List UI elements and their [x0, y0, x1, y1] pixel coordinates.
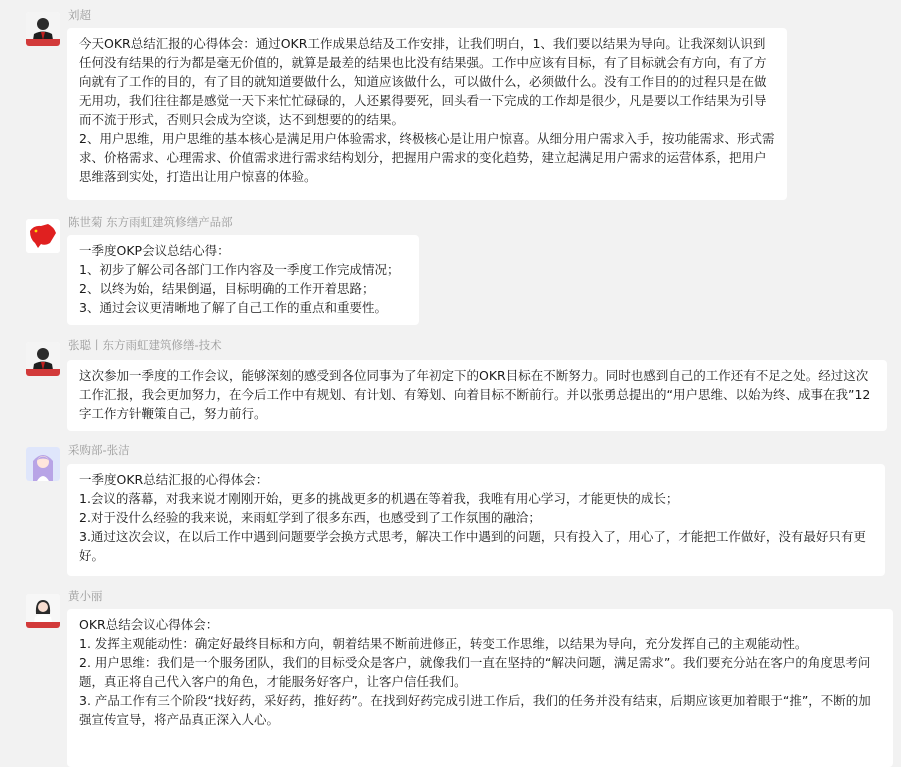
sender-name: 黄小丽: [68, 589, 103, 603]
sender-name: 陈世菊 东方雨虹建筑修缮产品部: [68, 215, 233, 229]
avatar[interactable]: [26, 342, 60, 376]
china-flag-icon: [26, 219, 60, 253]
sender-name: 刘超: [68, 8, 91, 22]
avatar[interactable]: [26, 447, 60, 481]
person-photo-icon: [26, 342, 60, 376]
anime-girl-icon: [26, 447, 60, 481]
message-bubble[interactable]: OKR总结会议心得体会： 1. 发挥主观能动性：确定好最终目标和方向，朝着结果不断前进修正，转变工作思维，以结果为导向，充分发挥自己的主观能动性。 2. 用户思维：我们是一个服务团队，我们的目标受众是客户，就像我们一直在坚持的“解决问题，满足需求”。我们要充分站在客户的角度思考问题，真正将自己代入客户的角色，才能服务好客户，让客户信任我们。 3. 产品工作有三个阶段“找好药，采好药，推好药”。在找到好药完成引进工作后，我们的任务并没有结束，后期应该更加着眼于“推”，不断的加强宣传宣导，将产品真正深入人心。: [67, 609, 893, 767]
avatar[interactable]: [26, 12, 60, 46]
avatar[interactable]: [26, 594, 60, 628]
avatar[interactable]: [26, 219, 60, 253]
message-bubble[interactable]: 一季度OKP会议总结心得： 1、初步了解公司各部门工作内容及一季度工作完成情况； 2、以终为始，结果倒逼，目标明确的工作开着思路； 3、通过会议更清晰地了解了自己工作的重点和重要性。: [67, 235, 419, 325]
message-bubble[interactable]: 今天OKR总结汇报的心得体会：通过OKR工作成果总结及工作安排，让我们明白，1、我们要以结果为导向。让我深刻认识到任何没有结果的行为都是毫无价值的，就算是最差的结果也比没有结果强。工作中应该有目标，有了目标就会有方向，有了方向就有了工作的目的，有了目的就知道要做什么，知道应该做什么，可以做什么，必须做什么。没有工作目的的过程只是在做无用功，我们往往都是感觉一天下来忙忙碌碌的，人还累得要死，回头看一下完成的工作却是很少，凡是要以工作结果为引导而不流于形式，否则只会成为空谈，达不到想要的的结果。 2、用户思维，用户思维的基本核心是满足用户体验需求，终极核心是让用户惊喜。从细分用户需求入手，按功能需求、形式需求、价格需求、心理需求、价值需求进行需求结构划分，把握用户需求的变化趋势，建立起满足用户需求的运营体系，把用户思维落到实处，打造出让用户惊喜的体验。: [67, 28, 787, 200]
sender-name: 张聪丨东方雨虹建筑修缮-技术: [68, 338, 222, 352]
person-photo-icon: [26, 594, 60, 628]
person-photo-icon: [26, 12, 60, 46]
message-bubble[interactable]: 一季度OKR总结汇报的心得体会： 1.会议的落幕，对我来说才刚刚开始，更多的挑战更多的机遇在等着我，我唯有用心学习，才能更快的成长； 2.对于没什么经验的我来说，来雨虹学到了很多东西，也感受到了工作氛围的融洽； 3.通过这次会议，在以后工作中遇到问题要学会换方式思考，解决工作中遇到的问题，只有投入了，用心了，才能把工作做好，没有最好只有更好。: [67, 464, 885, 576]
sender-name: 采购部-张洁: [68, 443, 130, 457]
message-bubble[interactable]: 这次参加一季度的工作会议，能够深刻的感受到各位同事为了年初定下的OKR目标在不断努力。同时也感到自己的工作还有不足之处。经过这次工作汇报，我会更加努力，在今后工作中有规划、有计划、有筹划、向着目标不断前行。并以张勇总提出的“用户思维、以始为终、成事在我”12字工作方针鞭策自己，努力前行。: [67, 360, 887, 431]
